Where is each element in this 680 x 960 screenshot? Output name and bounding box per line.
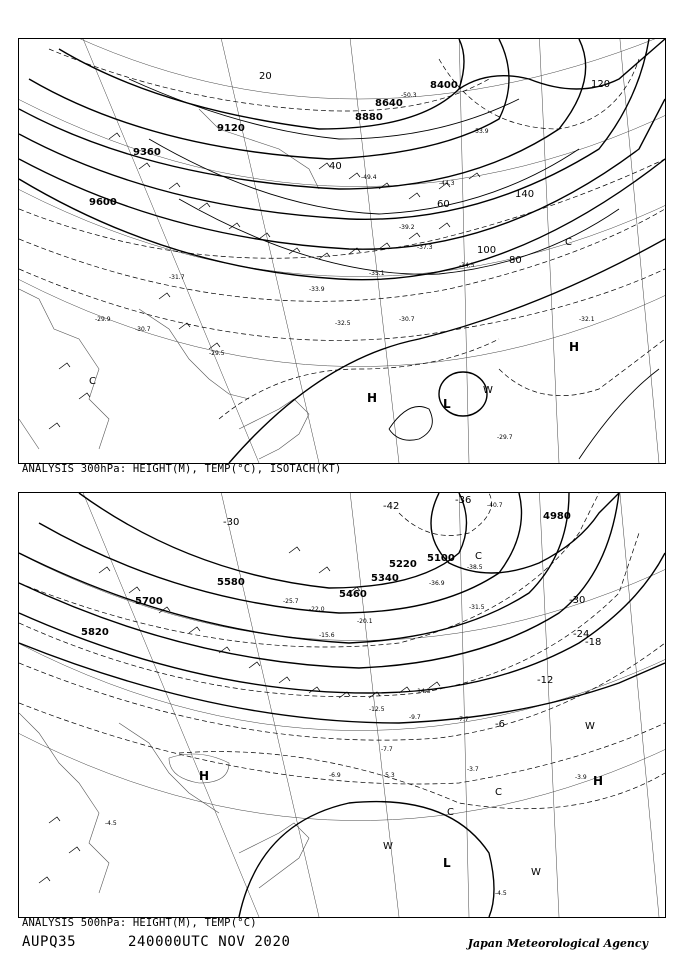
- temp-label: -9.7: [409, 714, 421, 721]
- isotherm-label: -6: [495, 719, 505, 730]
- isotherm-label: -42: [383, 501, 400, 512]
- temp-label: -32.5: [335, 320, 351, 327]
- isotherm-label: -24: [573, 629, 590, 640]
- cold-center-marker: C: [495, 787, 502, 798]
- cold-center-marker: C: [565, 237, 572, 248]
- height-label-4980: 4980: [543, 511, 571, 522]
- height-label-9600: 9600: [89, 197, 117, 208]
- isotach-label: 120: [591, 79, 611, 90]
- panel-caption-300hpa: ANALYSIS 300hPa: HEIGHT(M), TEMP(°C), ISOTACH(KT): [22, 463, 342, 475]
- coastlines: [19, 713, 309, 893]
- warm-center-marker: W: [531, 867, 541, 878]
- temp-label: -31.5: [469, 604, 485, 611]
- temp-label: -7.7: [381, 746, 393, 753]
- high-center-marker: H: [569, 340, 580, 354]
- agency-name: Japan Meteorological Agency: [467, 937, 648, 950]
- height-label-9360: 9360: [133, 147, 161, 158]
- chart-id: AUPQ35: [22, 934, 77, 950]
- wind-barbs: [49, 133, 480, 429]
- temp-label: -29.7: [497, 434, 513, 441]
- height-label-5700: 5700: [135, 596, 163, 607]
- warm-center-marker: W: [483, 385, 493, 396]
- temp-label: -38.5: [467, 564, 483, 571]
- temp-label: -49.4: [361, 174, 377, 181]
- wind-barbs: [39, 547, 440, 883]
- temp-label: -29.5: [209, 350, 225, 357]
- panel-caption-500hpa: ANALYSIS 500hPa: HEIGHT(M), TEMP(°C): [22, 917, 257, 929]
- temp-label: -3.9: [575, 774, 587, 781]
- height-label-5340: 5340: [371, 573, 399, 584]
- graticule: [19, 493, 665, 917]
- temp-label: -33.9: [309, 286, 325, 293]
- chart-panel-300hpa: [18, 38, 666, 464]
- temp-label: -30.7: [399, 316, 415, 323]
- isotherm-label: -36: [455, 495, 472, 506]
- height-label-5220: 5220: [389, 559, 417, 570]
- height-label-8640: 8640: [375, 98, 403, 109]
- temp-label: -29.9: [95, 316, 111, 323]
- temp-label: -20.1: [357, 618, 373, 625]
- height-contours: [19, 39, 665, 463]
- height-label-9120: 9120: [217, 123, 245, 134]
- temp-label: -37.3: [417, 244, 433, 251]
- graticule: [19, 39, 665, 463]
- temp-label: -6.9: [329, 772, 341, 779]
- temp-label: -36.9: [429, 580, 445, 587]
- low-center-marker: L: [443, 397, 451, 411]
- high-center-marker: H: [593, 774, 604, 788]
- temp-label: -25.7: [283, 598, 299, 605]
- temp-label: -53.9: [473, 128, 489, 135]
- temp-label: -4.5: [105, 820, 117, 827]
- chart-panel-500hpa: [18, 492, 666, 918]
- temp-label: -39.2: [399, 224, 415, 231]
- coastlines: [19, 109, 319, 459]
- cold-center-marker: C: [475, 551, 482, 562]
- high-center-marker: H: [367, 391, 378, 405]
- temp-label: -5.3: [383, 772, 395, 779]
- isotach-label: 80: [509, 255, 522, 266]
- isotherm-label: -18: [585, 637, 602, 648]
- isotach-label: 20: [259, 71, 272, 82]
- temp-label: -32.1: [579, 316, 595, 323]
- temp-label: -44.3: [439, 180, 455, 187]
- temp-label: -40.7: [487, 502, 503, 509]
- isotherms: [19, 49, 665, 419]
- height-label-5460: 5460: [339, 589, 367, 600]
- valid-time: 240000UTC NOV 2020: [128, 934, 291, 950]
- temp-label: -35.1: [369, 270, 385, 277]
- isotach-label: 40: [329, 161, 342, 172]
- height-label-8880: 8880: [355, 112, 383, 123]
- warm-center-marker: W: [585, 721, 595, 732]
- isotach-label: 100: [477, 245, 497, 256]
- isotherm-label: -30: [223, 517, 240, 528]
- map-500hpa: [19, 493, 665, 917]
- temp-label: -3.7: [467, 766, 479, 773]
- isotach-label: 140: [515, 189, 535, 200]
- height-label-5580: 5580: [217, 577, 245, 588]
- high-center-marker: H: [199, 769, 210, 783]
- temp-label: -50.3: [401, 92, 417, 99]
- height-label-5820: 5820: [81, 627, 109, 638]
- cold-center-marker: C: [447, 807, 454, 818]
- isotherm-label: -30: [569, 595, 586, 606]
- height-label-5100: 5100: [427, 553, 455, 564]
- temp-label: -22.0: [309, 606, 325, 613]
- map-300hpa: [19, 39, 665, 463]
- height-label-8400: 8400: [430, 80, 458, 91]
- cold-center-marker: C: [89, 376, 96, 387]
- isotachs: [129, 79, 659, 459]
- low-center-marker: L: [443, 856, 451, 870]
- temp-label: -15.6: [319, 632, 335, 639]
- temp-label: -12.5: [369, 706, 385, 713]
- temp-label: -4.5: [495, 890, 507, 897]
- warm-center-marker: W: [383, 841, 393, 852]
- temp-label: -14.3: [415, 688, 431, 695]
- temp-label: -34.5: [459, 262, 475, 269]
- isotherm-label: -12: [537, 675, 554, 686]
- isotach-label: 60: [437, 199, 450, 210]
- temp-label: -30.7: [135, 326, 151, 333]
- height-contours: [19, 493, 665, 917]
- temp-label: -7.7: [457, 716, 469, 723]
- temp-label: -31.7: [169, 274, 185, 281]
